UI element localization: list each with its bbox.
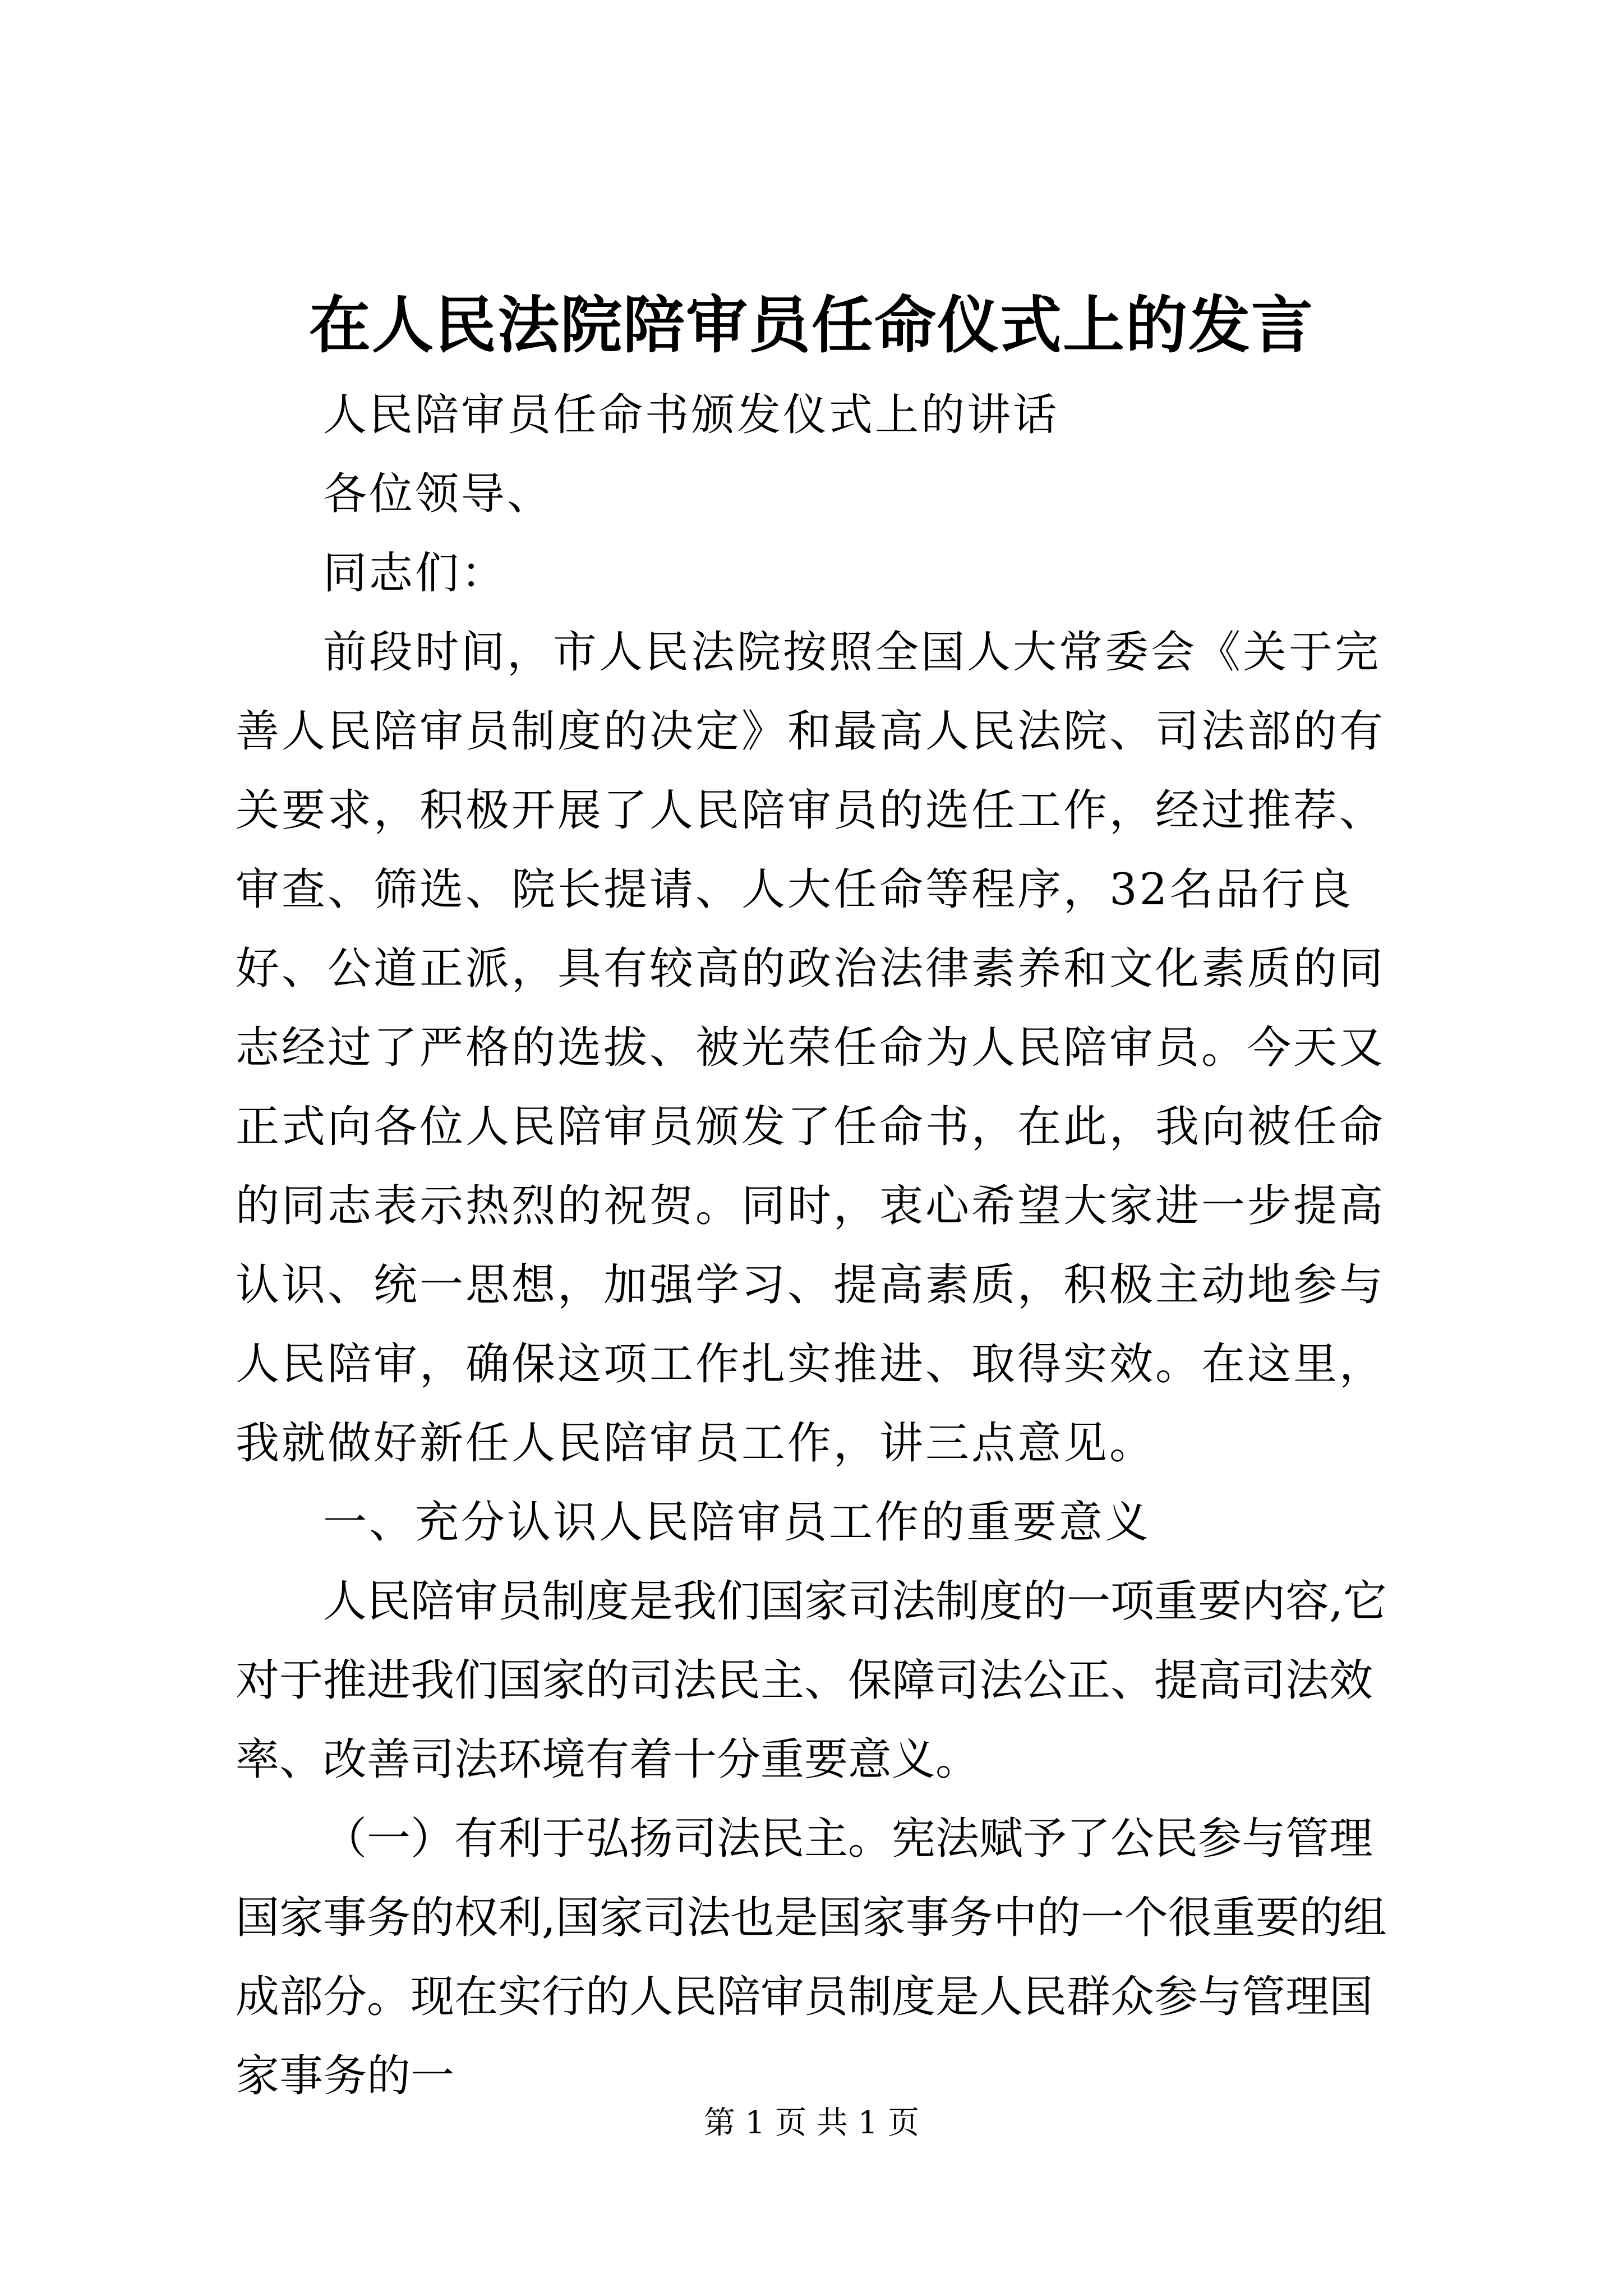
subtitle-paragraph: 人民陪审员任命书颁发仪式上的讲话 (323, 390, 1059, 440)
body-paragraph: 人民陪审员制度是我们国家司法制度的一项重要内容,它对于推进我们国家的司法民主、保障司法公正、提高司法效率、改善司法环境有着十分重要意义。 (236, 1576, 1387, 1785)
salutation-line: 同志们： (323, 548, 508, 599)
body-paragraph: 前段时间，市人民法院按照全国人大常委会《关于完善人民陪审员制度的决定》和最高人民法院、司法部的有关要求，积极开展了人民陪审员的选任工作，经过推荐、审查、筛选、院长提请、人大任命等程序，32名品行良好、公道正派，具有较高的政治法律素养和文化素质的同志经过了严格的选拔、被光荣任命为人民陪审员。今天又正式向各位人民陪审员颁发了任命书，在此，我向被任命的同志表示热烈的祝贺。同时，衷心希望大家进一步提高认识、统一思想，加强学习、提高素质，积极主动地参与人民陪审，确保这项工作扎实推进、取得实效。在这里，我就做好新任人民陪审员工作，讲三点意见。 (236, 627, 1386, 1469)
document-title: 在人民法院陪审员任命仪式上的发言 (309, 289, 1314, 361)
document-body (236, 376, 1413, 2116)
salutation-line: 各位领导、 (323, 469, 554, 519)
section-heading: 一、充分认识人民陪审员工作的重要意义 (323, 1497, 1151, 1548)
page-footer: 第 1 页 共 1 页 (703, 2105, 920, 2141)
body-paragraph: （一）有利于弘扬司法民主。宪法赋予了公民参与管理国家事务的权利,国家司法也是国家事务中的一个很重要的组成部分。现在实行的人民陪审员制度是人民群众参与管理国家事务的一 (236, 1814, 1387, 2101)
